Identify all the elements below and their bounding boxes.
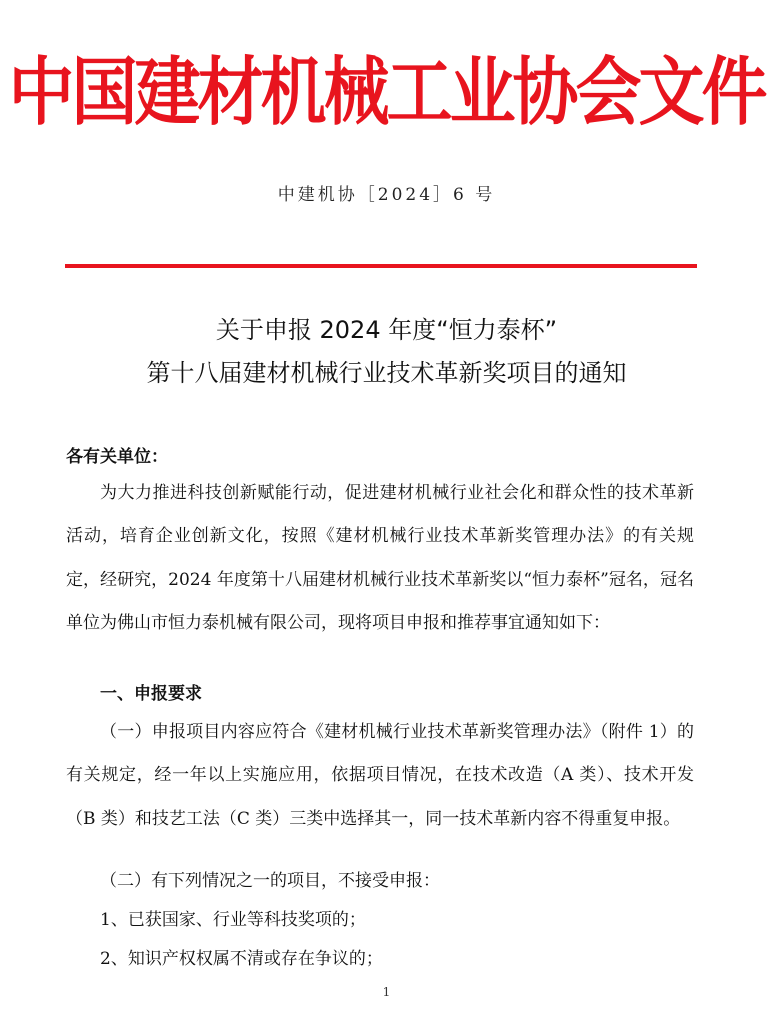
page-number: 1 <box>382 985 391 999</box>
requirement-item-2: （二）有下列情况之一的项目，不接受申报： <box>100 871 440 891</box>
requirement-item-1: （一）申报项目内容应符合《建材机械行业技术革新奖管理办法》（附件 1）的有关规定，经一年以上实施应用，依据项目情况，在技术改造（A 类）、技术开发（B 类）和技艺工法（C 类）三类中选择其一，同一技术革新内容不得重复申报。 <box>66 722 694 829</box>
salutation: 各有关单位： <box>66 447 168 467</box>
red-divider-line <box>65 264 697 268</box>
document-number: 中建机协［2024］6 号 <box>277 185 496 205</box>
exclusion-item-2: 2、知识产权权属不清或存在争议的； <box>100 949 383 969</box>
intro-paragraph: 为大力推进科技创新赋能行动，促进建材机械行业社会化和群众性的技术革新活动，培育企业创新文化，按照《建材机械行业技术革新奖管理办法》的有关规定，经研究，2024 年度第十八届建材机械行业技术革新奖以“恒力泰杯”冠名，冠名单位为佛山市恒力泰机械有限公司，现将项目申报和推荐事宜通知如下： <box>66 483 694 633</box>
notice-title-line-2: 第十八届建材机械行业技术革新奖项目的通知 <box>146 359 627 387</box>
notice-title-line-1: 关于申报 2024 年度“恒力泰杯” <box>215 316 558 344</box>
section-heading-requirements: 一、申报要求 <box>100 684 202 704</box>
document-header-title: 中国建材机械工业协会文件 <box>8 49 765 136</box>
exclusion-item-1: 1、已获国家、行业等科技奖项的； <box>100 910 366 930</box>
